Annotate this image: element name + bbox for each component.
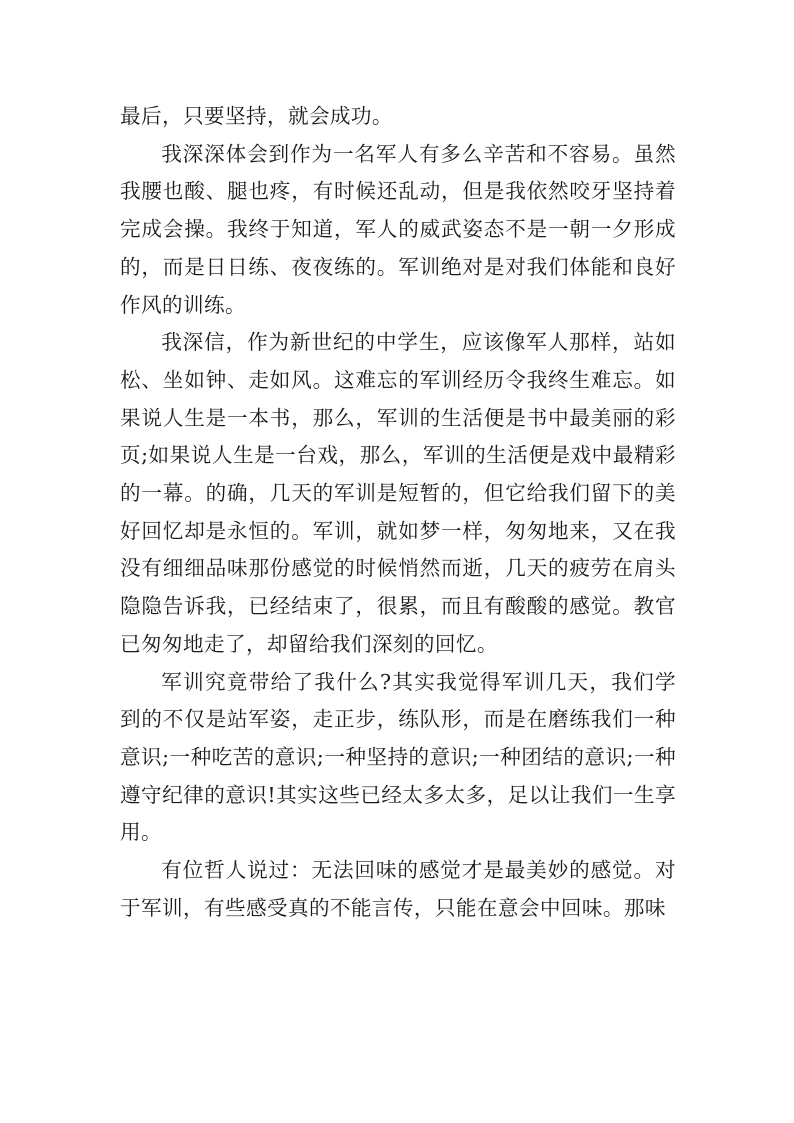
paragraph-5: 有位哲人说过：无法回味的感觉才是最美妙的感觉。对于军训，有些感受真的不能言传，只能在意会中回味。那味	[120, 858, 676, 920]
paragraph-1: 最后，只要坚持，就会成功。	[120, 104, 393, 128]
paragraph-4: 军训究竟带给了我什么?其实我觉得军训几天，我们学到的不仅是站军姿，走正步，练队形，而是在磨练我们一种意识;一种吃苦的意识;一种坚持的意识;一种团结的意识;一种遵守纪律的意识!其实这些已经太多太多，足以让我们一生享用。	[120, 669, 676, 845]
document-page	[120, 98, 676, 927]
paragraph-3: 我深信，作为新世纪的中学生，应该像军人那样，站如松、坐如钟、走如风。这难忘的军训经历令我终生难忘。如果说人生是一本书，那么，军训的生活便是书中最美丽的彩页;如果说人生是一台戏，那么，军训的生活便是戏中最精彩的一幕。的确，几天的军训是短暂的，但它给我们留下的美好回忆却是永恒的。军训，就如梦一样，匆匆地来，又在我没有细细品味那份感觉的时候悄然而逝，几天的疲劳在肩头隐隐告诉我，已经结束了，很累，而且有酸酸的感觉。教官已匆匆地走了，却留给我们深刻的回忆。	[120, 330, 676, 656]
paragraph-2: 我深深体会到作为一名军人有多么辛苦和不容易。虽然我腰也酸、腿也疼，有时候还乱动，但是我依然咬牙坚持着完成会操。我终于知道，军人的威武姿态不是一朝一夕形成的，而是日日练、夜夜练的。军训绝对是对我们体能和良好作风的训练。	[120, 141, 676, 317]
